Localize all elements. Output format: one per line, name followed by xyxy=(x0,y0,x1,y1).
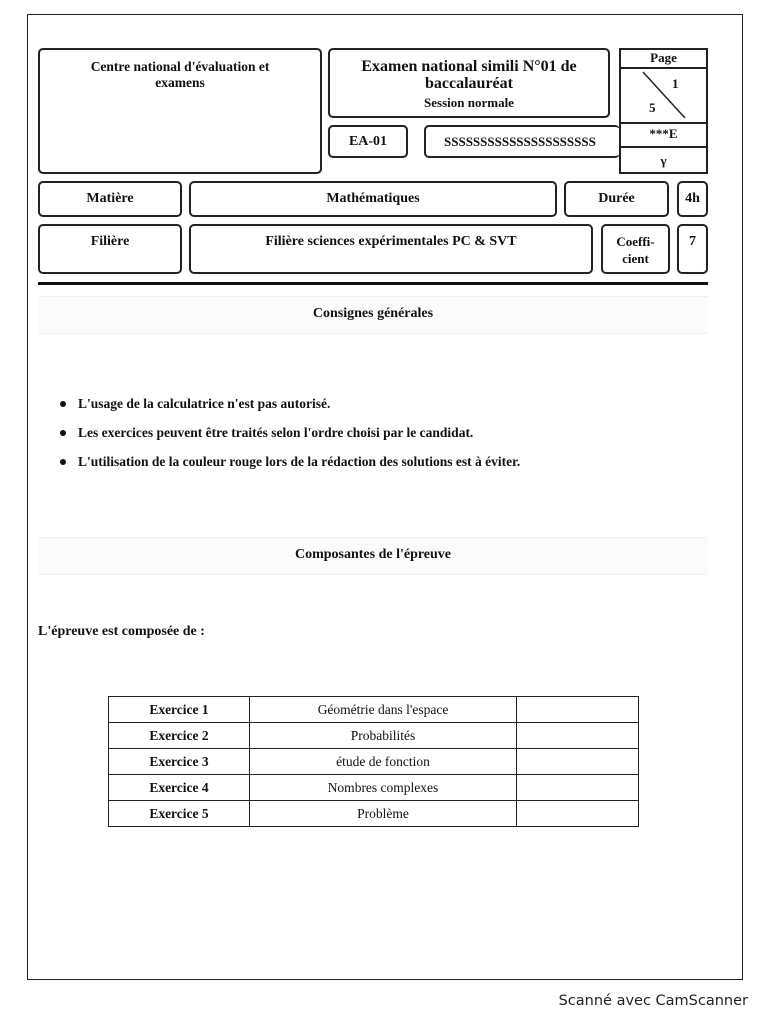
page-total: 5 xyxy=(649,100,656,115)
branch-value: Filière sciences expérimentales PC & SVT xyxy=(265,234,517,249)
table-row xyxy=(109,697,639,723)
exercise-cell: Exercice 4 xyxy=(109,775,250,801)
extra-cell xyxy=(517,749,639,775)
subject-label: Matière xyxy=(86,191,134,206)
instructions-title: Consignes générales xyxy=(312,306,434,321)
duration-value-box xyxy=(677,181,708,217)
exercises-table xyxy=(108,696,639,827)
extra-cell xyxy=(517,775,639,801)
session-label: Session normale xyxy=(424,95,514,110)
coefficient-label-box xyxy=(601,224,670,274)
coefficient-label: cient xyxy=(622,251,649,266)
page-number: 1 xyxy=(672,76,679,91)
topic-cell: Problème xyxy=(250,801,517,827)
exercise-cell: Exercice 5 xyxy=(109,801,250,827)
center-name: Centre national d'évaluation et examens xyxy=(90,59,270,90)
exercise-cell: Exercice 3 xyxy=(109,749,250,775)
subject-label-box xyxy=(38,181,182,217)
topic-cell: Géométrie dans l'espace xyxy=(250,697,517,723)
bullet-icon xyxy=(60,430,66,436)
instructions-list xyxy=(58,396,520,483)
coefficient-label: Coeffi- xyxy=(616,234,655,249)
components-intro: L'épreuve est composée de : xyxy=(38,624,205,639)
gamma-symbol: γ xyxy=(660,153,667,168)
branch-value-box xyxy=(189,224,593,274)
bullet-icon xyxy=(60,401,66,407)
bullet-icon xyxy=(60,459,66,465)
topic-cell: étude de fonction xyxy=(250,749,517,775)
coefficient-value: 7 xyxy=(689,234,696,249)
extra-cell xyxy=(517,723,639,749)
instruction-item: L'usage de la calculatrice n'est pas autorisé. xyxy=(58,396,520,411)
coefficient-value-box xyxy=(677,224,708,274)
exercise-cell: Exercice 1 xyxy=(109,697,250,723)
instruction-item: L'utilisation de la couleur rouge lors de la rédaction des solutions est à éviter. xyxy=(58,454,520,469)
table-row xyxy=(109,801,639,827)
branch-label: Filière xyxy=(90,234,130,249)
table-row xyxy=(109,775,639,801)
exam-code-box xyxy=(328,125,408,158)
extra-cell xyxy=(517,697,639,723)
subject-value: Mathématiques xyxy=(326,191,420,206)
components-title-band xyxy=(38,537,708,575)
topic-cell: Nombres complexes xyxy=(250,775,517,801)
topic-cell: Probabilités xyxy=(250,723,517,749)
duration-label-box xyxy=(564,181,669,217)
extra-cell xyxy=(517,801,639,827)
instruction-item: Les exercices peuvent être traités selon l'ordre choisi par le candidat. xyxy=(58,425,520,440)
instructions-title-band xyxy=(38,296,708,334)
duration-value: 4h xyxy=(685,191,700,206)
scanner-watermark: Scanné avec CamScanner xyxy=(558,993,748,1009)
exam-code: EA-01 xyxy=(348,134,388,149)
stars-code: ***E xyxy=(649,126,678,141)
subject-value-box xyxy=(189,181,557,217)
exercise-cell: Exercice 2 xyxy=(109,723,250,749)
page-info-box xyxy=(619,48,708,174)
table-row xyxy=(109,749,639,775)
components-title: Composantes de l'épreuve xyxy=(294,547,452,562)
exam-title: Examen national simili N°01 de baccalauréat xyxy=(361,58,577,92)
page-divider xyxy=(621,122,706,124)
code-series: SSSSSSSSSSSSSSSSSSSSS xyxy=(444,134,596,149)
header-divider xyxy=(38,282,708,285)
duration-label: Durée xyxy=(598,191,635,206)
page-slash xyxy=(621,68,706,120)
page-label: Page xyxy=(650,50,677,65)
exam-title-box xyxy=(328,48,610,118)
table-row xyxy=(109,723,639,749)
code-series-box xyxy=(424,125,620,158)
center-name-box xyxy=(38,48,322,174)
page-divider xyxy=(621,146,706,148)
branch-label-box xyxy=(38,224,182,274)
